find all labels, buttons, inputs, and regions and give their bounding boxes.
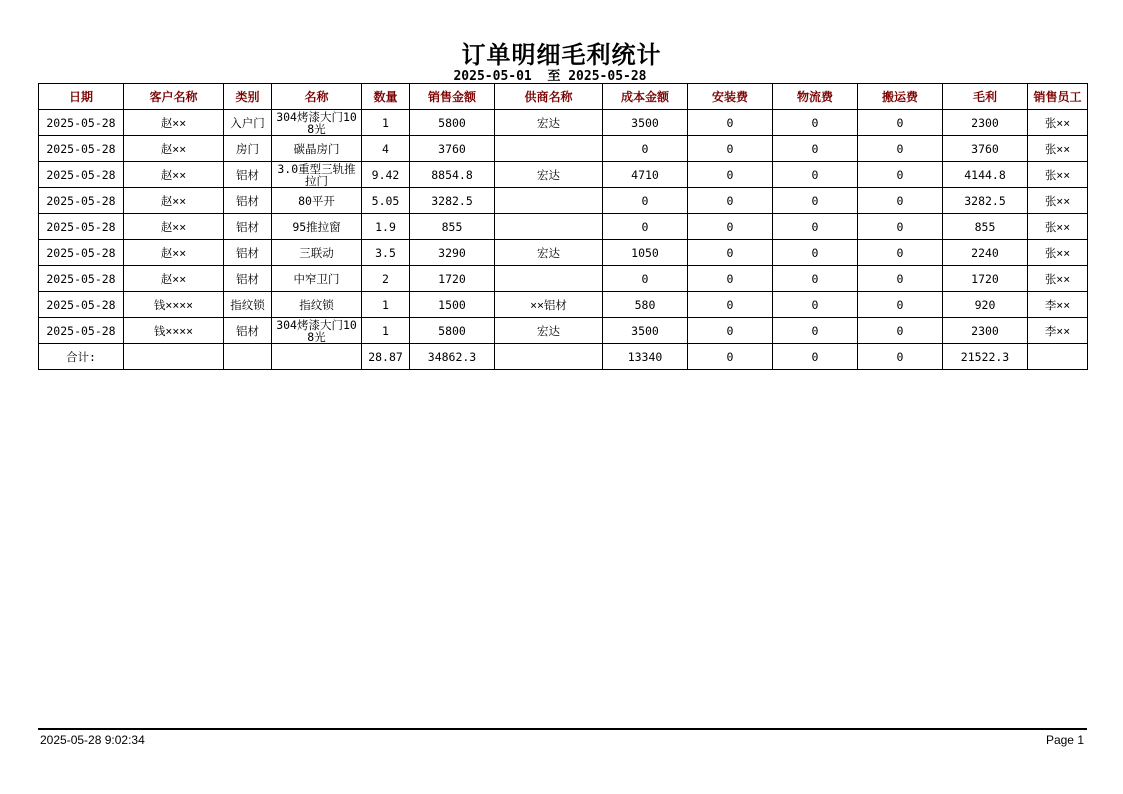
cell-sales-amount: 1720 (410, 266, 495, 292)
cell-quantity: 4 (362, 136, 410, 162)
cell-sales-amount: 3282.5 (410, 188, 495, 214)
cell-gross-profit: 1720 (943, 266, 1028, 292)
cell-product-name: 碳晶房门 (272, 136, 362, 162)
cell-product-name: 指纹锁 (272, 292, 362, 318)
table-body (39, 110, 1088, 370)
cell-handling-fee: 0 (858, 214, 943, 240)
cell-date: 2025-05-28 (39, 162, 124, 188)
cell-sales-amount: 3290 (410, 240, 495, 266)
cell-cost-amount: 580 (603, 292, 688, 318)
total-cell-cost-amount: 13340 (603, 344, 688, 370)
cell-customer: 赵×× (124, 266, 224, 292)
cell-install-fee: 0 (688, 188, 773, 214)
cell-install-fee: 0 (688, 318, 773, 344)
table-row (39, 110, 1088, 136)
cell-gross-profit: 920 (943, 292, 1028, 318)
report-table (38, 83, 1088, 370)
cell-quantity: 1 (362, 318, 410, 344)
cell-category: 铝材 (224, 266, 272, 292)
cell-handling-fee: 0 (858, 110, 943, 136)
cell-handling-fee: 0 (858, 162, 943, 188)
table-header-row (39, 84, 1088, 110)
cell-product-name: 三联动 (272, 240, 362, 266)
total-cell-logistics-fee: 0 (773, 344, 858, 370)
cell-salesperson: 张×× (1028, 110, 1088, 136)
cell-gross-profit: 2300 (943, 318, 1028, 344)
cell-category: 铝材 (224, 318, 272, 344)
total-cell-customer (124, 344, 224, 370)
cell-cost-amount: 1050 (603, 240, 688, 266)
total-cell-sales-amount: 34862.3 (410, 344, 495, 370)
cell-logistics-fee: 0 (773, 240, 858, 266)
cell-salesperson: 张×× (1028, 136, 1088, 162)
col-header-logistics-fee: 物流费 (773, 84, 858, 110)
cell-category: 铝材 (224, 162, 272, 188)
cell-install-fee: 0 (688, 214, 773, 240)
col-header-quantity: 数量 (362, 84, 410, 110)
col-header-product-name: 名称 (272, 84, 362, 110)
table-row (39, 266, 1088, 292)
cell-customer: 赵×× (124, 240, 224, 266)
cell-logistics-fee: 0 (773, 292, 858, 318)
cell-customer: 赵×× (124, 188, 224, 214)
cell-product-name: 95推拉窗 (272, 214, 362, 240)
footer-divider (38, 728, 1087, 730)
cell-supplier: 宏达 (495, 318, 603, 344)
cell-sales-amount: 8854.8 (410, 162, 495, 188)
report-title: 订单明细毛利统计 (461, 40, 662, 69)
cell-customer: 钱×××× (124, 318, 224, 344)
cell-cost-amount: 3500 (603, 110, 688, 136)
total-cell-supplier (495, 344, 603, 370)
total-cell-category (224, 344, 272, 370)
cell-gross-profit: 2300 (943, 110, 1028, 136)
cell-customer: 钱×××× (124, 292, 224, 318)
cell-quantity: 3.5 (362, 240, 410, 266)
col-header-date: 日期 (39, 84, 124, 110)
cell-logistics-fee: 0 (773, 188, 858, 214)
col-header-category: 类别 (224, 84, 272, 110)
cell-supplier (495, 214, 603, 240)
cell-salesperson: 张×× (1028, 240, 1088, 266)
cell-install-fee: 0 (688, 162, 773, 188)
cell-supplier: 宏达 (495, 240, 603, 266)
cell-logistics-fee: 0 (773, 110, 858, 136)
print-timestamp: 2025-05-28 9:02:34 (40, 733, 145, 747)
cell-category: 铝材 (224, 240, 272, 266)
cell-date: 2025-05-28 (39, 318, 124, 344)
cell-sales-amount: 3760 (410, 136, 495, 162)
col-header-sales-amount: 销售金额 (410, 84, 495, 110)
cell-date: 2025-05-28 (39, 266, 124, 292)
total-cell-install-fee: 0 (688, 344, 773, 370)
cell-handling-fee: 0 (858, 318, 943, 344)
cell-date: 2025-05-28 (39, 292, 124, 318)
cell-quantity: 2 (362, 266, 410, 292)
table-row (39, 188, 1088, 214)
cell-install-fee: 0 (688, 240, 773, 266)
cell-handling-fee: 0 (858, 136, 943, 162)
cell-quantity: 1 (362, 292, 410, 318)
cell-quantity: 5.05 (362, 188, 410, 214)
cell-product-name: 中窄卫门 (272, 266, 362, 292)
cell-sales-amount: 5800 (410, 318, 495, 344)
cell-sales-amount: 1500 (410, 292, 495, 318)
table-total-row (39, 344, 1088, 370)
col-header-salesperson: 销售员工 (1028, 84, 1088, 110)
cell-handling-fee: 0 (858, 266, 943, 292)
cell-supplier: 宏达 (495, 162, 603, 188)
cell-cost-amount: 0 (603, 188, 688, 214)
cell-install-fee: 0 (688, 110, 773, 136)
cell-customer: 赵×× (124, 162, 224, 188)
col-header-supplier: 供商名称 (495, 84, 603, 110)
cell-logistics-fee: 0 (773, 214, 858, 240)
cell-quantity: 9.42 (362, 162, 410, 188)
cell-gross-profit: 3282.5 (943, 188, 1028, 214)
cell-handling-fee: 0 (858, 188, 943, 214)
cell-cost-amount: 4710 (603, 162, 688, 188)
cell-category: 铝材 (224, 188, 272, 214)
cell-date: 2025-05-28 (39, 214, 124, 240)
table-row (39, 292, 1088, 318)
col-header-customer: 客户名称 (124, 84, 224, 110)
cell-supplier: ××铝材 (495, 292, 603, 318)
cell-salesperson: 张×× (1028, 266, 1088, 292)
cell-date: 2025-05-28 (39, 136, 124, 162)
cell-install-fee: 0 (688, 136, 773, 162)
cell-sales-amount: 5800 (410, 110, 495, 136)
cell-category: 入户门 (224, 110, 272, 136)
cell-salesperson: 张×× (1028, 188, 1088, 214)
cell-quantity: 1 (362, 110, 410, 136)
cell-handling-fee: 0 (858, 292, 943, 318)
col-header-install-fee: 安装费 (688, 84, 773, 110)
cell-customer: 赵×× (124, 214, 224, 240)
cell-category: 指纹锁 (224, 292, 272, 318)
cell-date: 2025-05-28 (39, 188, 124, 214)
cell-product-name: 304烤漆大门10 8光 (272, 318, 362, 344)
cell-cost-amount: 3500 (603, 318, 688, 344)
total-cell-salesperson (1028, 344, 1088, 370)
cell-salesperson: 李×× (1028, 292, 1088, 318)
col-header-handling-fee: 搬运费 (858, 84, 943, 110)
cell-product-name: 3.0重型三轨推拉门 (272, 162, 362, 188)
cell-supplier (495, 266, 603, 292)
page-number: Page 1 (1045, 733, 1084, 747)
cell-gross-profit: 4144.8 (943, 162, 1028, 188)
cell-salesperson: 李×× (1028, 318, 1088, 344)
table-row (39, 318, 1088, 344)
cell-customer: 赵×× (124, 110, 224, 136)
table-row (39, 136, 1088, 162)
cell-handling-fee: 0 (858, 240, 943, 266)
cell-salesperson: 张×× (1028, 214, 1088, 240)
cell-sales-amount: 855 (410, 214, 495, 240)
col-header-gross-profit: 毛利 (943, 84, 1028, 110)
table-row (39, 240, 1088, 266)
col-header-cost-amount: 成本金额 (603, 84, 688, 110)
report-date-range: 2025-05-01 至 2025-05-28 (453, 69, 647, 84)
cell-date: 2025-05-28 (39, 240, 124, 266)
cell-logistics-fee: 0 (773, 136, 858, 162)
total-cell-quantity: 28.87 (362, 344, 410, 370)
cell-logistics-fee: 0 (773, 162, 858, 188)
cell-product-name: 80平开 (272, 188, 362, 214)
cell-gross-profit: 3760 (943, 136, 1028, 162)
cell-cost-amount: 0 (603, 136, 688, 162)
cell-category: 房门 (224, 136, 272, 162)
table-row (39, 214, 1088, 240)
cell-gross-profit: 2240 (943, 240, 1028, 266)
total-cell-handling-fee: 0 (858, 344, 943, 370)
cell-cost-amount: 0 (603, 266, 688, 292)
cell-supplier (495, 136, 603, 162)
cell-install-fee: 0 (688, 292, 773, 318)
total-cell-gross-profit: 21522.3 (943, 344, 1028, 370)
cell-supplier: 宏达 (495, 110, 603, 136)
cell-salesperson: 张×× (1028, 162, 1088, 188)
cell-date: 2025-05-28 (39, 110, 124, 136)
cell-logistics-fee: 0 (773, 318, 858, 344)
cell-category: 铝材 (224, 214, 272, 240)
table-row (39, 162, 1088, 188)
cell-gross-profit: 855 (943, 214, 1028, 240)
cell-product-name: 304烤漆大门10 8光 (272, 110, 362, 136)
cell-supplier (495, 188, 603, 214)
cell-quantity: 1.9 (362, 214, 410, 240)
total-cell-product-name (272, 344, 362, 370)
cell-customer: 赵×× (124, 136, 224, 162)
cell-cost-amount: 0 (603, 214, 688, 240)
cell-logistics-fee: 0 (773, 266, 858, 292)
total-cell-date: 合计: (39, 344, 124, 370)
cell-install-fee: 0 (688, 266, 773, 292)
